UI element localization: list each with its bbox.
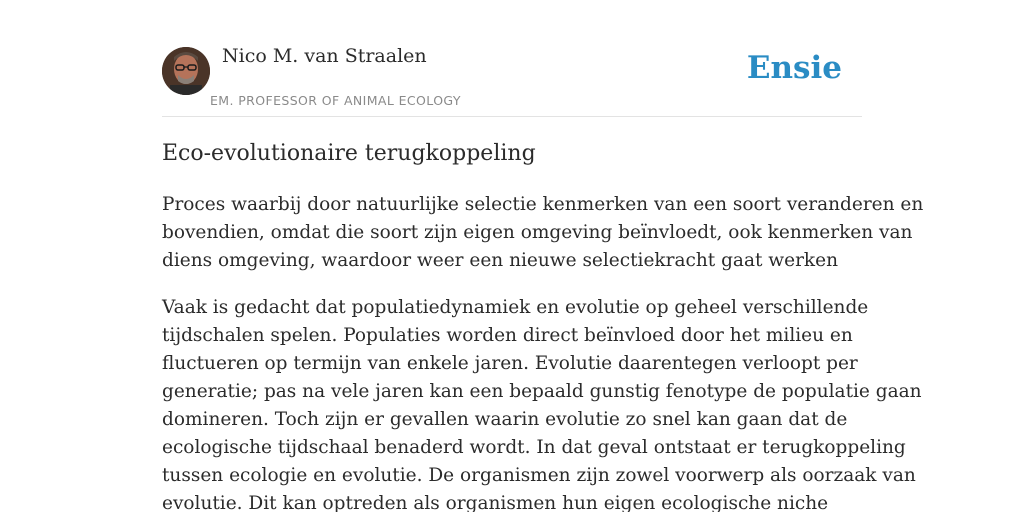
body-line: generatie; pas na vele jaren kan een bepaald gunstig fenotype de populatie gaan [162, 381, 922, 402]
body-line: fluctueren op termijn van enkele jaren. Evolutie daarentegen verloopt per [162, 353, 858, 374]
avatar[interactable] [162, 47, 210, 95]
entry-body [162, 294, 922, 512]
body-line: ecologische tijdschaal benaderd wordt. In dat geval ontstaat er terugkoppeling [162, 437, 906, 458]
definition-line: diens omgeving, waardoor weer een nieuwe selectiekracht gaat werken [162, 250, 838, 271]
body-line: Vaak is gedacht dat populatiedynamiek en evolutie op geheel verschillende [162, 297, 869, 318]
body-line: tijdschalen spelen. Populaties worden direct beïnvloed door het milieu en [162, 325, 853, 346]
author-header [162, 0, 862, 117]
definition-line: Proces waarbij door natuurlijke selectie kenmerken van een soort veranderen en [162, 194, 924, 215]
entry-content [162, 138, 924, 512]
definition-line: bovendien, omdat die soort zijn eigen omgeving beïnvloedt, ook kenmerken van [162, 222, 913, 243]
author-portrait-icon [162, 47, 210, 95]
entry-title: Eco-evolutionaire terugkoppeling [162, 141, 536, 166]
body-line: evolutie. Dit kan optreden als organismen hun eigen ecologische niche [162, 493, 829, 512]
body-line: domineren. Toch zijn er gevallen waarin evolutie zo snel kan gaan dat de [162, 409, 848, 430]
entry-definition [162, 191, 924, 275]
author-title: EM. PROFESSOR OF ANIMAL ECOLOGY [210, 93, 461, 108]
author-name[interactable]: Nico M. van Straalen [222, 45, 427, 67]
body-line: tussen ecologie en evolutie. De organismen zijn zowel voorwerp als oorzaak van [162, 465, 916, 486]
brand-logo[interactable]: Ensie [746, 50, 842, 86]
